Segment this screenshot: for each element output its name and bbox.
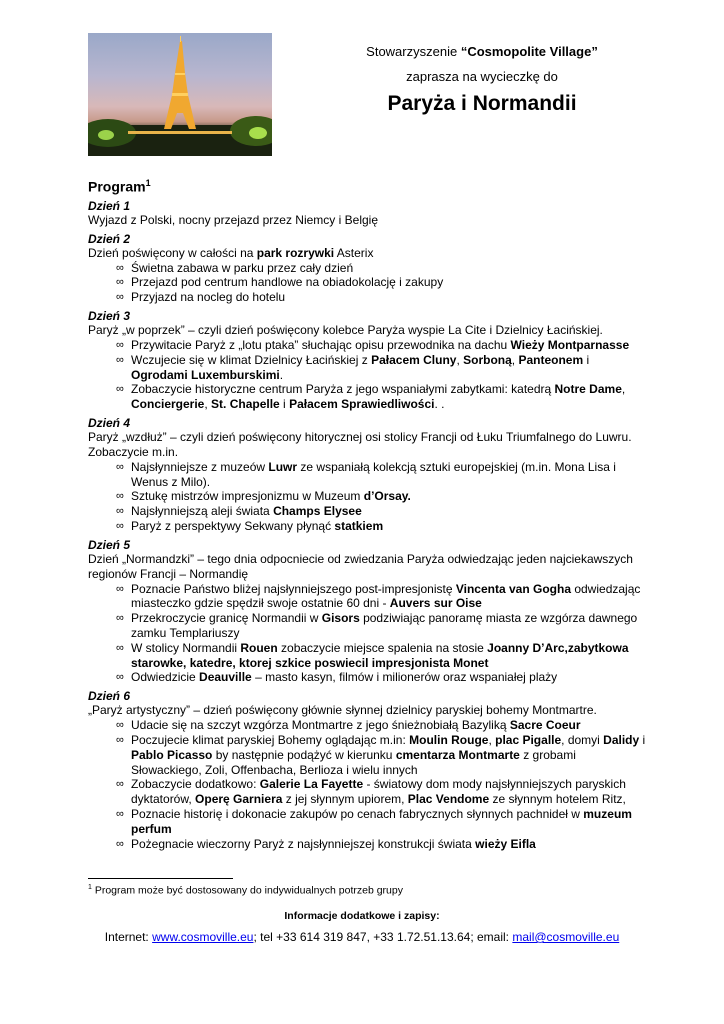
day-5-title: Dzień 5 xyxy=(88,537,131,552)
list-item: ∞ Poznacie historię i dokonacie zakupów po cenach fabrycznych słynnych pachnideł w muzeum perfum xyxy=(116,807,648,837)
day-3-list xyxy=(88,338,648,412)
day-2-list xyxy=(88,261,648,305)
list-item: ∞ Przywitacie Paryż z „lotu ptaka” słuchając opisu przewodnika na dachu Wieży Montparnasse xyxy=(116,338,648,353)
day-6-title: Dzień 6 xyxy=(88,689,131,704)
day-2-title: Dzień 2 xyxy=(88,231,131,246)
email-link[interactable]: mail@cosmoville.eu xyxy=(512,930,620,944)
footnote-divider xyxy=(88,878,233,879)
program-heading: Program$^1$ xyxy=(88,178,151,195)
list-item: ∞ Przekroczycie granicę Normandii w Gisors podziwiając panoramę miasta ze wzgórza dawnego zamku Templariuszy xyxy=(116,611,648,641)
day-4-intro: Paryż „wzdłuż” – czyli dzień poświęcony hitorycznej osi stolicy Francji od Łuku Triumfalnego do Luwru. Zobaczycie m.in. xyxy=(88,430,632,460)
list-item: ∞ Udacie się na szczyt wzgórza Montmartre z jego śnieżnobiałą Bazyliką Sacre Coeur xyxy=(116,718,648,733)
day-6-list xyxy=(88,718,648,851)
list-item: ∞ Poczujecie klimat paryskiej Bohemy oglądając m.in: Moulin Rouge, plac Pigalle, domyi Dalidy i Pablo Picasso by następnie podążyć w kierunku cmentarza Montmarte z grobami Słowackiego, Zoli, Offenbacha, Berlioza i wielu innych xyxy=(116,733,648,777)
list-item: ∞ Sztukę mistrzów impresjonizmu w Muzeum d’Orsay. xyxy=(116,489,648,504)
day-1-text: Wyjazd z Polski, nocny przejazd przez Niemcy i Belgię xyxy=(88,212,378,227)
day-1-title: Dzień 1 xyxy=(88,198,131,213)
website-link[interactable]: www.cosmoville.eu xyxy=(152,930,254,944)
list-item: ∞ Odwiedzicie Deauville – masto kasyn, filmów i milionerów oraz wspaniałej plaży xyxy=(116,670,648,685)
page-title: Paryża i Normandii xyxy=(387,92,577,115)
day-3-title: Dzień 3 xyxy=(88,309,131,324)
list-item: ∞ Poznacie Państwo bliżej najsłynniejszego post-impresjonistę Vincenta van Gogha odwiedzając miasteczko gdzie spędził swoje ostatnie 60 dni - Auvers sur Oise xyxy=(116,582,648,612)
day-3-intro: Paryż „w poprzek” – czyli dzień poświęcony kolebce Paryża wyspie La Cite i Dzielnicy Łacińskiej. xyxy=(88,323,603,338)
day-5-intro: Dzień „Normandzki” – tego dnia odpocniecie od zwiedzania Paryża odwiedzając jeden najciekawszych regionów Francji – Normandię xyxy=(88,552,633,581)
info-title: Informacje dodatkowe i zapisy: xyxy=(284,910,440,922)
list-item: ∞ Najsłynniejsze z muzeów Luwr ze wspaniałą kolekcją sztuki europejskiej (m.in. Mona Lisa i Wenus z Milo). xyxy=(116,460,648,490)
list-item: ∞ Paryż z perspektywy Sekwany płynąć statkiem xyxy=(116,519,648,534)
list-item: ∞ Wczujecie się w klimat Dzielnicy Łacińskiej z Pałacem Cluny, Sorboną, Panteonem i Ogrodami Luxemburskimi. xyxy=(116,353,648,383)
eiffel-tower-photo xyxy=(88,33,272,156)
list-item: ∞ Przejazd pod centrum handlowe na obiadokolację i zakupy xyxy=(116,275,648,290)
association-name: Stowarzyszenie “Cosmopolite Village” xyxy=(366,44,598,59)
list-item: ∞ Najsłynniejszą aleji świata Champs Elysee xyxy=(116,504,648,519)
list-item: ∞ Przyjazd na nocleg do hotelu xyxy=(116,290,648,305)
day-6-intro: „Paryż artystyczny” – dzień poświęcony głównie słynnej dzielnicy paryskiej bohemy Montmartre. xyxy=(88,703,597,718)
program-content xyxy=(88,175,648,851)
list-item: ∞ Pożegnacie wieczorny Paryż z najsłynniejszej konstrukcji świata wieży Eifla xyxy=(116,837,648,852)
footnote: $^1$ Program może być dostosowany do indywidualnych potrzeb grupy xyxy=(88,884,403,897)
list-item: ∞ Świetna zabawa w parku przez cały dzień xyxy=(116,261,648,276)
day-4-list xyxy=(88,460,648,534)
day-5-list xyxy=(88,582,648,686)
list-item: ∞ Zobaczycie dodatkowo: Galerie La Fayette - światowy dom mody najsłynniejszych paryskich dyktatorów, Operę Garniera z jej słynnym upiorem, Plac Vendome ze słynnym hotelem Ritz, xyxy=(116,777,648,807)
list-item: ∞ W stolicy Normandii Rouen zobaczycie miejsce spalenia na stosie Joanny D’Arc,zabytkowa starowke, katedre, ktorej szkice poswiecil impresjonista Monet xyxy=(116,641,648,671)
contact-line: Internet: www.cosmoville.eu; tel +33 614 319 847, +33 1.72.51.13.64; email: mail@cosmoville.eu xyxy=(104,930,620,944)
list-item: ∞ Zobaczycie historyczne centrum Paryża z jego wspaniałymi zabytkami: katedrą Notre Dame, Conciergerie, St. Chapelle i Pałacem Sprawiedliwości. . xyxy=(116,382,648,412)
day-4-title: Dzień 4 xyxy=(88,416,131,431)
day-2-intro: Dzień poświęcony w całości na park rozrywki Asterix xyxy=(88,245,374,260)
invitation-text: zaprasza na wycieczkę do xyxy=(406,69,558,84)
